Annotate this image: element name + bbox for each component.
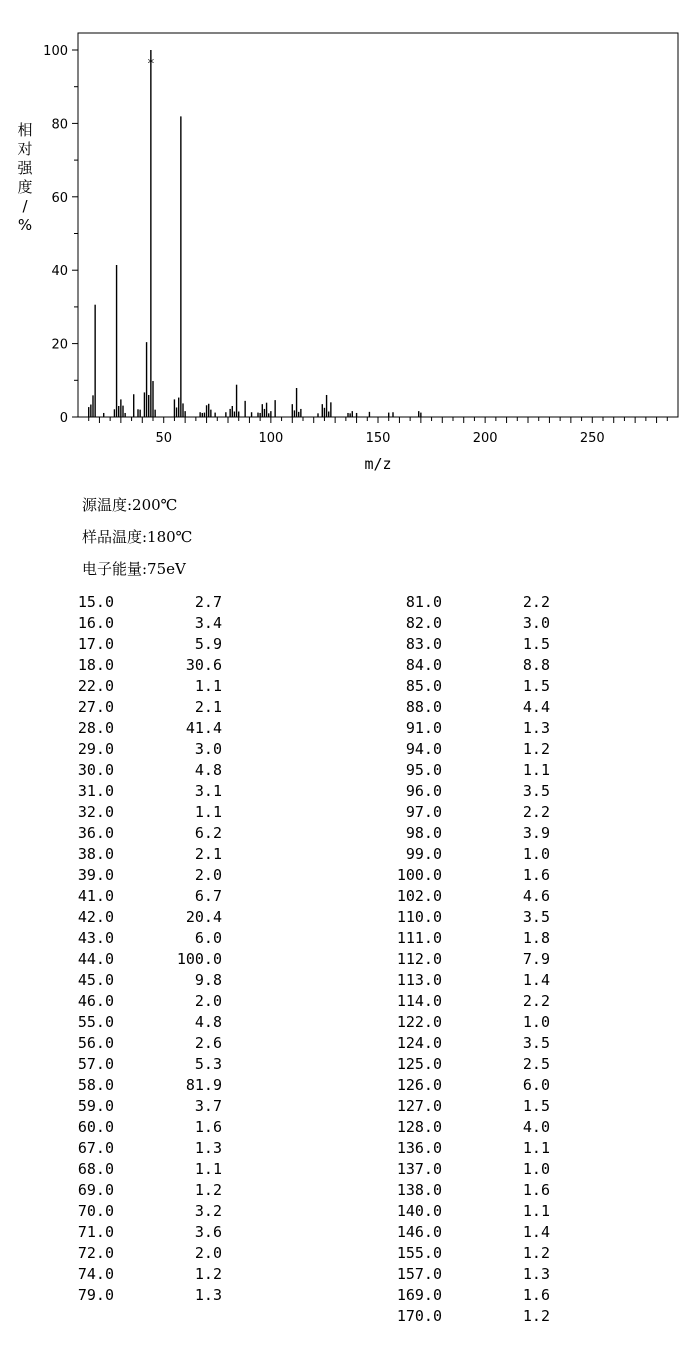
sample-temperature: 样品温度:180℃ bbox=[82, 528, 193, 546]
abundance-value: 1.0 bbox=[522, 1160, 550, 1178]
peak-row bbox=[394, 655, 550, 676]
mz-value: 112.0 bbox=[396, 950, 442, 968]
abundance-value: 30.6 bbox=[185, 656, 222, 674]
y-label-char: 相 bbox=[17, 121, 33, 139]
peak-row bbox=[66, 634, 222, 655]
abundance-value: 2.1 bbox=[194, 698, 222, 716]
peak-row bbox=[394, 1243, 550, 1264]
abundance-value: 6.7 bbox=[194, 887, 222, 905]
abundance-value: 1.2 bbox=[194, 1265, 222, 1283]
abundance-value: 4.6 bbox=[522, 887, 550, 905]
abundance-value: 1.6 bbox=[194, 1118, 222, 1136]
abundance-value: 41.4 bbox=[185, 719, 222, 737]
mz-value: 67.0 bbox=[77, 1139, 114, 1157]
mz-value: 140.0 bbox=[396, 1202, 442, 1220]
x-axis-label: m/z bbox=[364, 455, 392, 473]
abundance-value: 1.1 bbox=[194, 677, 222, 695]
abundance-value: 9.8 bbox=[194, 971, 222, 989]
peak-row bbox=[394, 949, 550, 970]
abundance-value: 4.0 bbox=[522, 1118, 550, 1136]
mz-value: 113.0 bbox=[396, 971, 442, 989]
abundance-value: 1.5 bbox=[522, 1097, 550, 1115]
mz-value: 57.0 bbox=[77, 1055, 114, 1073]
peak-row bbox=[66, 991, 222, 1012]
mz-value: 41.0 bbox=[77, 887, 114, 905]
peak-row bbox=[66, 823, 222, 844]
abundance-value: 2.1 bbox=[194, 845, 222, 863]
peak-row bbox=[394, 907, 550, 928]
peak-row bbox=[394, 676, 550, 697]
mz-value: 170.0 bbox=[396, 1307, 442, 1325]
mz-value: 126.0 bbox=[396, 1076, 442, 1094]
peak-row bbox=[394, 634, 550, 655]
peak-row bbox=[66, 718, 222, 739]
abundance-value: 3.1 bbox=[194, 782, 222, 800]
peak-row bbox=[66, 1012, 222, 1033]
abundance-value: 1.3 bbox=[522, 1265, 550, 1283]
y-label-char: / bbox=[22, 197, 28, 215]
abundance-value: 1.0 bbox=[522, 845, 550, 863]
peak-row bbox=[66, 676, 222, 697]
abundance-value: 2.2 bbox=[522, 803, 550, 821]
abundance-value: 4.8 bbox=[194, 1013, 222, 1031]
abundance-value: 4.4 bbox=[522, 698, 550, 716]
peak-row bbox=[66, 1243, 222, 1264]
peak-row bbox=[394, 613, 550, 634]
peak-row bbox=[66, 1117, 222, 1138]
peak-row bbox=[66, 949, 222, 970]
mz-value: 32.0 bbox=[77, 803, 114, 821]
peak-row bbox=[66, 1096, 222, 1117]
mz-value: 30.0 bbox=[77, 761, 114, 779]
peak-row bbox=[66, 1264, 222, 1285]
mz-value: 114.0 bbox=[396, 992, 442, 1010]
peak-row bbox=[66, 613, 222, 634]
peak-row bbox=[394, 760, 550, 781]
mz-value: 124.0 bbox=[396, 1034, 442, 1052]
peak-row bbox=[394, 886, 550, 907]
mz-value: 128.0 bbox=[396, 1118, 442, 1136]
mz-value: 42.0 bbox=[77, 908, 114, 926]
abundance-value: 1.2 bbox=[522, 1307, 550, 1325]
abundance-value: 1.1 bbox=[522, 1139, 550, 1157]
mz-value: 68.0 bbox=[77, 1160, 114, 1178]
mz-value: 31.0 bbox=[77, 782, 114, 800]
mz-value: 122.0 bbox=[396, 1013, 442, 1031]
peak-row bbox=[394, 1285, 550, 1306]
mz-value: 46.0 bbox=[77, 992, 114, 1010]
plot-frame bbox=[78, 33, 678, 417]
peak-row bbox=[394, 592, 550, 613]
mz-value: 17.0 bbox=[77, 635, 114, 653]
peak-row bbox=[394, 1306, 550, 1327]
mz-value: 157.0 bbox=[396, 1265, 442, 1283]
electron-energy: 电子能量:75eV bbox=[82, 560, 186, 578]
abundance-value: 100.0 bbox=[176, 950, 222, 968]
mz-value: 96.0 bbox=[405, 782, 442, 800]
peak-row bbox=[66, 697, 222, 718]
y-label-char: % bbox=[17, 216, 33, 234]
peak-row bbox=[394, 991, 550, 1012]
abundance-value: 1.2 bbox=[522, 740, 550, 758]
abundance-value: 2.0 bbox=[194, 866, 222, 884]
peak-row bbox=[66, 865, 222, 886]
base-peak-marker: * bbox=[147, 57, 155, 72]
mz-value: 155.0 bbox=[396, 1244, 442, 1262]
abundance-value: 1.2 bbox=[194, 1181, 222, 1199]
mz-value: 137.0 bbox=[396, 1160, 442, 1178]
peak-row bbox=[394, 1012, 550, 1033]
y-axis-label bbox=[17, 121, 33, 234]
y-tick-label: 100 bbox=[43, 44, 68, 59]
abundance-value: 5.3 bbox=[194, 1055, 222, 1073]
peak-row bbox=[394, 1201, 550, 1222]
peak-row bbox=[394, 1222, 550, 1243]
abundance-value: 1.1 bbox=[194, 803, 222, 821]
peak-row bbox=[66, 760, 222, 781]
abundance-value: 1.4 bbox=[522, 1223, 550, 1241]
abundance-value: 1.5 bbox=[522, 635, 550, 653]
peak-row bbox=[394, 1138, 550, 1159]
mz-value: 43.0 bbox=[77, 929, 114, 947]
peak-row bbox=[394, 781, 550, 802]
abundance-value: 1.3 bbox=[194, 1139, 222, 1157]
mz-value: 22.0 bbox=[77, 677, 114, 695]
peak-row bbox=[66, 655, 222, 676]
abundance-value: 6.2 bbox=[194, 824, 222, 842]
mz-value: 100.0 bbox=[396, 866, 442, 884]
x-tick-label: 250 bbox=[579, 431, 605, 446]
abundance-value: 1.1 bbox=[522, 761, 550, 779]
peak-row bbox=[66, 739, 222, 760]
x-tick-label: 150 bbox=[365, 431, 391, 446]
abundance-value: 1.8 bbox=[522, 929, 550, 947]
abundance-value: 1.3 bbox=[522, 719, 550, 737]
mz-value: 15.0 bbox=[77, 593, 114, 611]
mz-value: 79.0 bbox=[77, 1286, 114, 1304]
peak-row bbox=[66, 781, 222, 802]
abundance-value: 3.5 bbox=[522, 782, 550, 800]
peak-row bbox=[394, 928, 550, 949]
mass-spectrum-chart bbox=[0, 0, 699, 480]
peak-row bbox=[394, 1159, 550, 1180]
abundance-value: 2.5 bbox=[522, 1055, 550, 1073]
peak-row bbox=[66, 1054, 222, 1075]
peak-row bbox=[66, 970, 222, 991]
mz-value: 98.0 bbox=[405, 824, 442, 842]
mz-value: 70.0 bbox=[77, 1202, 114, 1220]
peak-row bbox=[66, 1033, 222, 1054]
peak-row bbox=[394, 697, 550, 718]
mz-value: 169.0 bbox=[396, 1286, 442, 1304]
mz-value: 146.0 bbox=[396, 1223, 442, 1241]
peak-row bbox=[66, 802, 222, 823]
mz-value: 39.0 bbox=[77, 866, 114, 884]
mz-value: 102.0 bbox=[396, 887, 442, 905]
peak-row bbox=[66, 928, 222, 949]
peak-row bbox=[66, 1180, 222, 1201]
mz-value: 38.0 bbox=[77, 845, 114, 863]
abundance-value: 3.0 bbox=[522, 614, 550, 632]
peak-row bbox=[394, 1264, 550, 1285]
abundance-value: 1.1 bbox=[522, 1202, 550, 1220]
abundance-value: 1.6 bbox=[522, 866, 550, 884]
peak-row bbox=[394, 1117, 550, 1138]
mz-value: 84.0 bbox=[405, 656, 442, 674]
peak-row bbox=[394, 1054, 550, 1075]
peak-table-right bbox=[394, 592, 550, 1327]
y-tick-label: 0 bbox=[59, 411, 68, 426]
mz-value: 91.0 bbox=[405, 719, 442, 737]
abundance-value: 1.0 bbox=[522, 1013, 550, 1031]
axis-ticks bbox=[43, 44, 667, 446]
abundance-value: 5.9 bbox=[194, 635, 222, 653]
mz-value: 27.0 bbox=[77, 698, 114, 716]
abundance-value: 1.2 bbox=[522, 1244, 550, 1262]
abundance-value: 1.1 bbox=[194, 1160, 222, 1178]
y-label-char: 度 bbox=[17, 178, 33, 196]
mz-value: 82.0 bbox=[405, 614, 442, 632]
acquisition-conditions bbox=[82, 492, 192, 588]
peak-bars bbox=[89, 50, 421, 417]
mz-value: 138.0 bbox=[396, 1181, 442, 1199]
abundance-value: 4.8 bbox=[194, 761, 222, 779]
peak-row bbox=[394, 718, 550, 739]
peak-row bbox=[66, 1201, 222, 1222]
peak-row bbox=[66, 1138, 222, 1159]
mz-value: 45.0 bbox=[77, 971, 114, 989]
peak-row bbox=[394, 1180, 550, 1201]
peak-row bbox=[394, 865, 550, 886]
mz-value: 95.0 bbox=[405, 761, 442, 779]
peak-row bbox=[394, 1075, 550, 1096]
abundance-value: 3.4 bbox=[194, 614, 222, 632]
mz-value: 110.0 bbox=[396, 908, 442, 926]
mz-value: 74.0 bbox=[77, 1265, 114, 1283]
x-tick-label: 200 bbox=[472, 431, 498, 446]
x-tick-label: 100 bbox=[258, 431, 284, 446]
mz-value: 71.0 bbox=[77, 1223, 114, 1241]
abundance-value: 3.0 bbox=[194, 740, 222, 758]
peak-row bbox=[66, 1075, 222, 1096]
abundance-value: 20.4 bbox=[185, 908, 222, 926]
mz-value: 55.0 bbox=[77, 1013, 114, 1031]
abundance-value: 2.7 bbox=[194, 593, 222, 611]
peak-row bbox=[394, 844, 550, 865]
mz-value: 18.0 bbox=[77, 656, 114, 674]
peak-row bbox=[66, 1285, 222, 1306]
peak-table-left bbox=[66, 592, 222, 1306]
abundance-value: 6.0 bbox=[522, 1076, 550, 1094]
abundance-value: 1.3 bbox=[194, 1286, 222, 1304]
mz-value: 136.0 bbox=[396, 1139, 442, 1157]
peak-row bbox=[394, 1096, 550, 1117]
mz-value: 59.0 bbox=[77, 1097, 114, 1115]
abundance-value: 3.7 bbox=[194, 1097, 222, 1115]
mz-value: 99.0 bbox=[405, 845, 442, 863]
y-label-char: 强 bbox=[17, 159, 33, 177]
mz-value: 36.0 bbox=[77, 824, 114, 842]
mz-value: 81.0 bbox=[405, 593, 442, 611]
mz-value: 69.0 bbox=[77, 1181, 114, 1199]
peak-row bbox=[394, 802, 550, 823]
peak-row bbox=[394, 823, 550, 844]
mz-value: 16.0 bbox=[77, 614, 114, 632]
mz-value: 72.0 bbox=[77, 1244, 114, 1262]
mz-value: 56.0 bbox=[77, 1034, 114, 1052]
peak-row bbox=[66, 886, 222, 907]
peak-row bbox=[66, 844, 222, 865]
abundance-value: 1.6 bbox=[522, 1286, 550, 1304]
y-tick-label: 20 bbox=[51, 337, 68, 353]
abundance-value: 1.5 bbox=[522, 677, 550, 695]
abundance-value: 3.6 bbox=[194, 1223, 222, 1241]
mz-value: 85.0 bbox=[405, 677, 442, 695]
mz-value: 125.0 bbox=[396, 1055, 442, 1073]
y-label-char: 对 bbox=[17, 140, 33, 158]
peak-row bbox=[394, 970, 550, 991]
abundance-value: 3.5 bbox=[522, 1034, 550, 1052]
peak-row bbox=[66, 1222, 222, 1243]
y-tick-label: 80 bbox=[51, 117, 68, 133]
mz-value: 58.0 bbox=[77, 1076, 114, 1094]
source-temperature: 源温度:200℃ bbox=[82, 496, 178, 514]
abundance-value: 3.5 bbox=[522, 908, 550, 926]
y-tick-label: 40 bbox=[51, 264, 68, 280]
peak-row bbox=[66, 592, 222, 613]
abundance-value: 1.4 bbox=[522, 971, 550, 989]
mz-value: 29.0 bbox=[77, 740, 114, 758]
abundance-value: 3.2 bbox=[194, 1202, 222, 1220]
abundance-value: 2.0 bbox=[194, 992, 222, 1010]
peak-row bbox=[66, 907, 222, 928]
mz-value: 94.0 bbox=[405, 740, 442, 758]
mz-value: 111.0 bbox=[396, 929, 442, 947]
abundance-value: 2.2 bbox=[522, 992, 550, 1010]
mz-value: 60.0 bbox=[77, 1118, 114, 1136]
mz-value: 28.0 bbox=[77, 719, 114, 737]
abundance-value: 8.8 bbox=[522, 656, 550, 674]
peak-row bbox=[66, 1159, 222, 1180]
abundance-value: 2.2 bbox=[522, 593, 550, 611]
mz-value: 127.0 bbox=[396, 1097, 442, 1115]
x-tick-label: 50 bbox=[155, 431, 172, 446]
abundance-value: 3.9 bbox=[522, 824, 550, 842]
abundance-value: 1.6 bbox=[522, 1181, 550, 1199]
abundance-value: 2.0 bbox=[194, 1244, 222, 1262]
mz-value: 88.0 bbox=[405, 698, 442, 716]
mz-value: 44.0 bbox=[77, 950, 114, 968]
abundance-value: 6.0 bbox=[194, 929, 222, 947]
mz-value: 83.0 bbox=[405, 635, 442, 653]
abundance-value: 2.6 bbox=[194, 1034, 222, 1052]
mz-value: 97.0 bbox=[405, 803, 442, 821]
abundance-value: 7.9 bbox=[522, 950, 550, 968]
abundance-value: 81.9 bbox=[185, 1076, 222, 1094]
peak-row bbox=[394, 1033, 550, 1054]
y-tick-label: 60 bbox=[51, 190, 68, 206]
peak-row bbox=[394, 739, 550, 760]
